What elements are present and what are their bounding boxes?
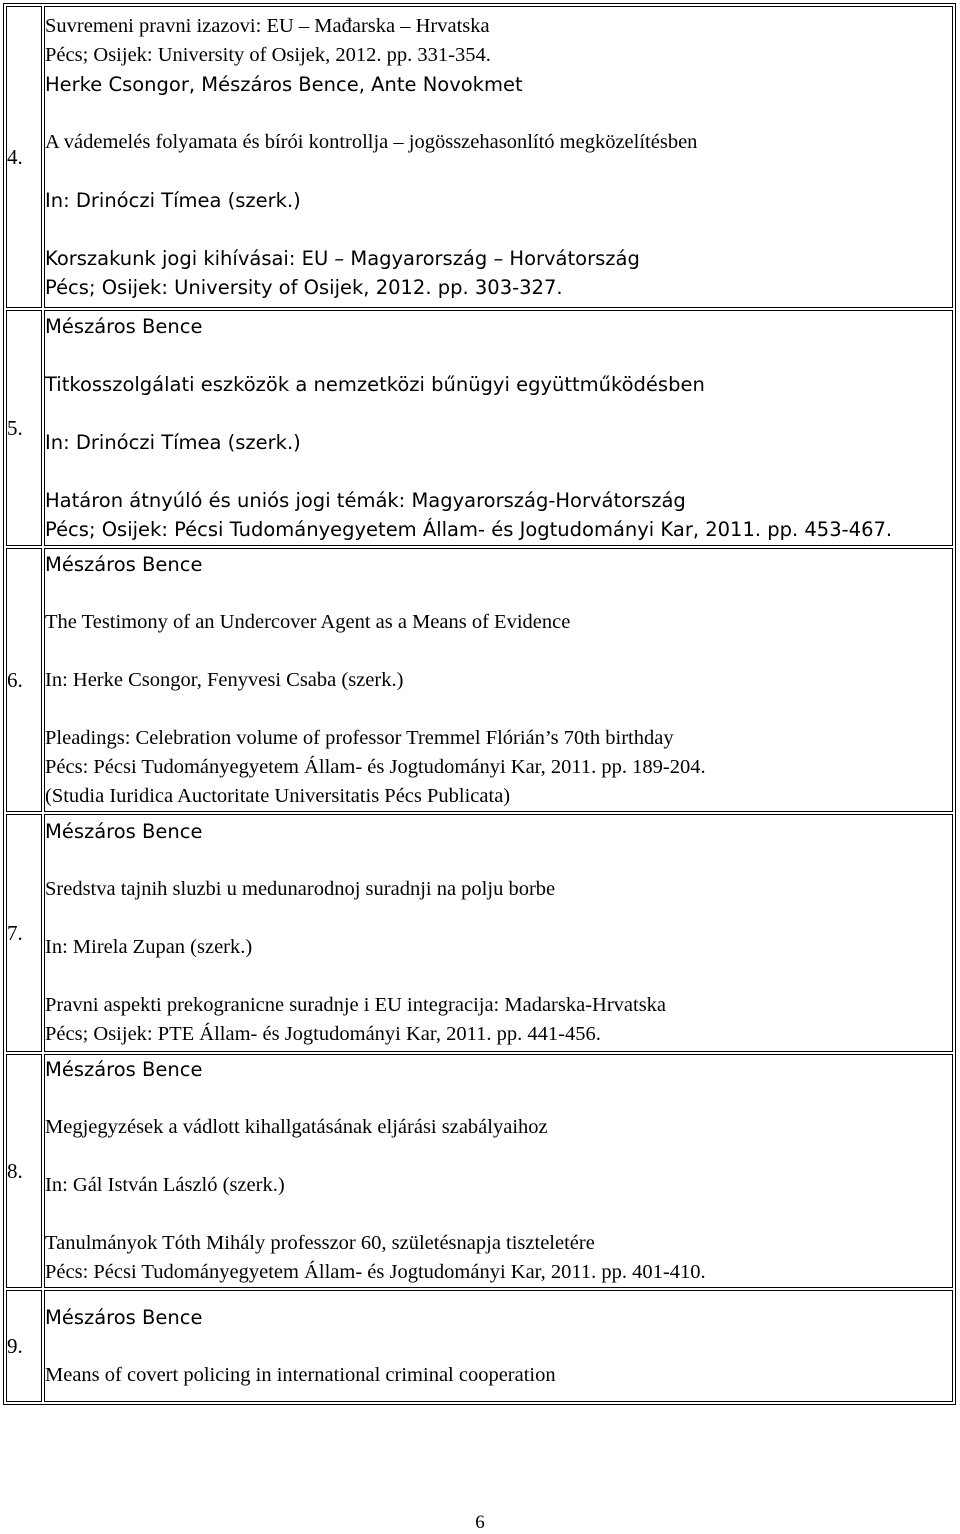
entry-source-title: Suvremeni pravni izazovi: EU – Mađarska – Hrvatska [45, 15, 490, 37]
publication-row [6, 814, 953, 1052]
entry-content [44, 548, 953, 812]
entry-title: Sredstva tajnih sluzbi u medunarodnoj suradnji na polju borbe [45, 878, 556, 900]
entry-source-title: Határon átnyúló és uniós jogi témák: Magyarország-Horvátország [45, 489, 686, 512]
entry-authors: Herke Csongor, Mészáros Bence, Ante Novokmet [45, 73, 523, 96]
entry-editor: In: Mirela Zupan (szerk.) [45, 936, 253, 958]
entry-editor: In: Gál István László (szerk.) [45, 1174, 285, 1196]
entry-authors: Mészáros Bence [45, 820, 203, 843]
entry-content [44, 310, 953, 546]
entry-series: (Studia Iuridica Auctoritate Universitatis Pécs Publicata) [45, 784, 511, 807]
entry-content [44, 1054, 953, 1288]
publication-list-table [3, 3, 956, 1405]
publication-row [6, 548, 953, 812]
entry-source-title: Korszakunk jogi kihívásai: EU – Magyarország – Horvátország [45, 247, 640, 270]
entry-publisher: Pécs; Osijek: PTE Állam- és Jogtudományi Kar, 2011. pp. 441-456. [45, 1023, 601, 1045]
entry-number: 8. [6, 1054, 42, 1288]
entry-content [44, 6, 953, 308]
entry-number: 4. [6, 6, 42, 308]
entry-authors: Mészáros Bence [45, 1058, 203, 1081]
entry-editor: In: Drinóczi Tímea (szerk.) [45, 431, 301, 454]
entry-editor: In: Herke Csongor, Fenyvesi Csaba (szerk.) [45, 668, 404, 691]
entry-source-title: Pravni aspekti prekogranicne suradnje i EU integracija: Madarska-Hrvatska [45, 994, 667, 1016]
entry-content [44, 1290, 953, 1402]
entry-number: 7. [6, 814, 42, 1052]
entry-authors: Mészáros Bence [45, 315, 203, 338]
entry-editor: In: Drinóczi Tímea (szerk.) [45, 189, 301, 212]
entry-title: Means of covert policing in international criminal cooperation [45, 1363, 556, 1386]
entry-title: The Testimony of an Undercover Agent as a Means of Evidence [45, 610, 571, 633]
entry-authors: Mészáros Bence [45, 1305, 203, 1329]
entry-publisher: Pécs: Pécsi Tudományegyetem Állam- és Jogtudományi Kar, 2011. pp. 189-204. [45, 755, 706, 778]
entry-publisher: Pécs: Pécsi Tudományegyetem Állam- és Jogtudományi Kar, 2011. pp. 401-410. [45, 1261, 706, 1283]
publication-row [6, 1290, 953, 1402]
entry-publisher: Pécs; Osijek: Pécsi Tudományegyetem Állam- és Jogtudományi Kar, 2011. pp. 453-467. [45, 518, 893, 541]
entry-number: 6. [6, 548, 42, 812]
entry-title: Megjegyzések a vádlott kihallgatásának eljárási szabályaihoz [45, 1116, 548, 1138]
entry-publisher: Pécs; Osijek: University of Osijek, 2012. pp. 331-354. [45, 44, 491, 66]
entry-source-title: Tanulmányok Tóth Mihály professzor 60, születésnapja tiszteletére [45, 1232, 595, 1254]
publication-row [6, 310, 953, 546]
publication-row [6, 6, 953, 308]
page-number: 6 [475, 1512, 485, 1533]
entry-number: 9. [6, 1290, 42, 1402]
entry-publisher: Pécs; Osijek: University of Osijek, 2012. pp. 303-327. [45, 276, 563, 299]
entry-source-title: Pleadings: Celebration volume of professor Tremmel Flórián’s 70th birthday [45, 726, 674, 749]
publication-row [6, 1054, 953, 1288]
entry-content [44, 814, 953, 1052]
entry-number: 5. [6, 310, 42, 546]
entry-title: Titkosszolgálati eszközök a nemzetközi bűnügyi együttműködésben [45, 373, 705, 396]
entry-title: A vádemelés folyamata és bírói kontrollja – jogösszehasonlító megközelítésben [45, 131, 698, 153]
entry-authors: Mészáros Bence [45, 552, 203, 576]
